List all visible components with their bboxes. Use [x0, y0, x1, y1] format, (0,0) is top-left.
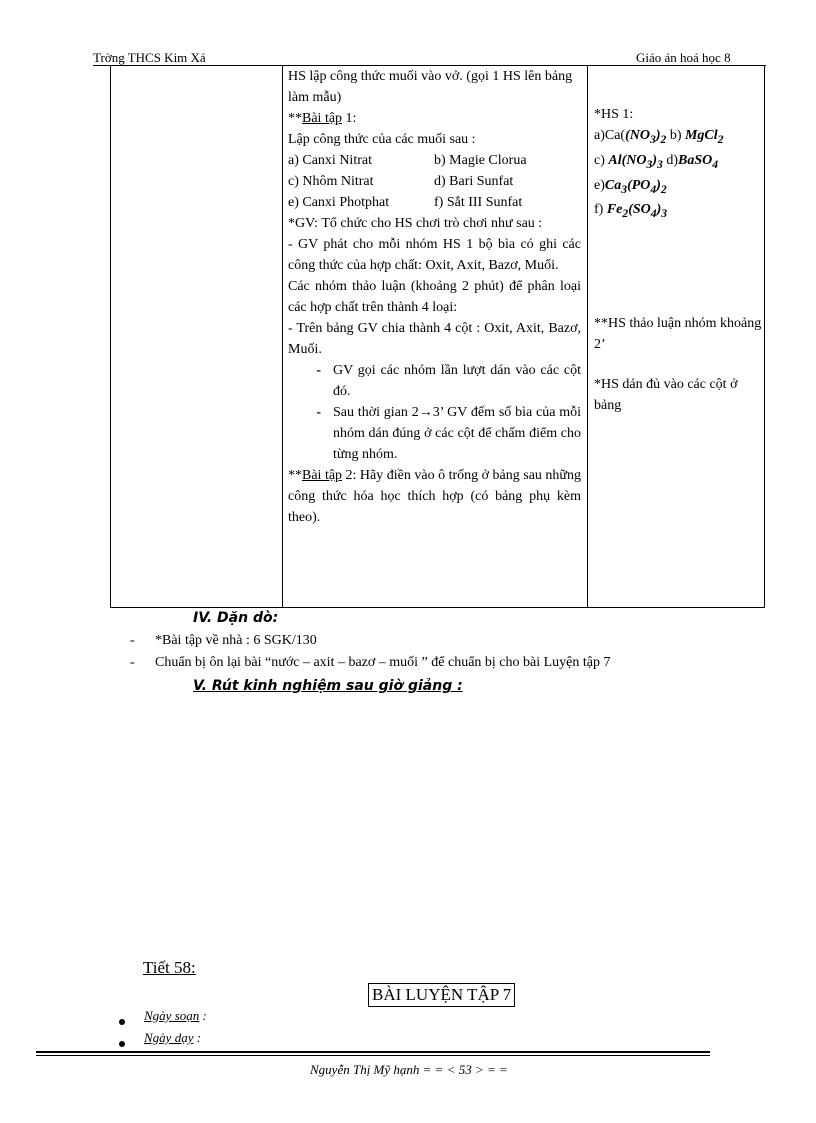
date-prepared: Ngày soạn : — [144, 1008, 207, 1023]
cards-instruction: - GV phát cho mỗi nhóm HS 1 bộ bìa có ghi các công thức của hợp chất: Oxit, Axit, Bazơ, Muối. — [288, 237, 581, 273]
table-left-border — [110, 66, 111, 608]
lesson-number: Tiết 58: — [143, 958, 196, 977]
answer-cd: c) $Al(NO_3)_3$ d)BaSO$_4$ — [594, 152, 719, 171]
header-school: Trờng THCS Kim Xá — [93, 50, 206, 65]
table-col1-border — [282, 66, 283, 608]
groups-instruction: Các nhóm thảo luận (khoảng 2 phút) để phân loại các hợp chất trên thành 4 loại: — [288, 279, 581, 315]
date-taught: Ngày dạy : — [144, 1030, 202, 1045]
answer-ab: $a)Ca((NO_3)_2$ b) MgCl$_2$ — [594, 128, 724, 146]
bullet-item: - Sau thời gian 2→3’ GV đếm số bìa của mỗi nhóm dán đúng ở các cột để chấm điểm cho từng nhóm. — [316, 405, 581, 462]
header-subject: Giáo án hoá học 8 — [636, 50, 731, 65]
bullet-dot — [119, 1014, 125, 1030]
table-middle-cell — [288, 66, 581, 528]
footer-text: Nguyễn Thị Mỹ hạnh = = < 53 > = = — [310, 1062, 508, 1077]
homework-item: *Bài tập về nhà : 6 SGK/130 — [155, 633, 317, 648]
exercise1-row: e) Canxi Photphat f) Sắt III Sunfat — [288, 195, 523, 210]
answer-f: f) $Fe_2(SO_4)_3$ — [594, 202, 668, 221]
table-right-cell — [594, 104, 764, 224]
instruction-text: HS lập công thức muối vào vở. (gọi 1 HS lên bảng làm mẫu) — [288, 69, 573, 105]
game-instruction: *GV: Tổ chức cho HS chơi trò chơi như sau : — [288, 216, 543, 231]
section-homework-title: IV. Dặn dò: — [193, 610, 279, 626]
table-bottom-border — [110, 607, 765, 608]
answer-e: $e)Ca_3(PO_4)_2$ — [594, 177, 667, 196]
bullet-dot — [119, 1036, 125, 1052]
table-col2-border — [587, 66, 588, 608]
hs-discuss-text: **HS thảo luận nhóm khoảng 2’ — [594, 316, 762, 352]
section-reflection-title: V. Rút kinh nghiệm sau giờ giảng : — [193, 678, 463, 694]
exercise1-intro: Lập công thức của các muối sau : — [288, 132, 476, 147]
table-right-border — [764, 66, 765, 608]
exercise1-row: a) Canxi Nitrat b) Magie Clorua — [288, 153, 527, 168]
exercise1-heading: **Bài tập 1: — [288, 111, 357, 126]
footer-rule — [36, 1055, 710, 1056]
lesson-title: BÀI LUYỆN TẬP 7 — [368, 983, 515, 1007]
footer-rule — [36, 1051, 710, 1053]
hs1-label: *HS 1: — [594, 107, 634, 122]
board-instruction: - Trên bảng GV chia thành 4 cột : Oxit, Axit, Bazơ, Muối. — [288, 321, 581, 357]
homework-dash: - — [130, 655, 135, 670]
homework-dash: - — [130, 633, 135, 648]
bullet-item: - GV gọi các nhóm lần lượt dán vào các cột đó. — [316, 363, 581, 399]
exercise1-row: c) Nhôm Nitrat d) Bari Sunfat — [288, 174, 514, 189]
homework-item: Chuẩn bị ôn lại bài “nước – axit – bazơ – muối ” để chuẩn bị cho bài Luyện tập 7 — [155, 655, 611, 670]
exercise2-text: **Bài tập 2: Hãy điền vào ô trống ở bảng sau những công thức hóa học thích hợp (có bảng phụ kèm theo). — [288, 468, 581, 525]
hs-stick-text: *HS dán đủ vào các cột ở bảng — [594, 377, 738, 413]
